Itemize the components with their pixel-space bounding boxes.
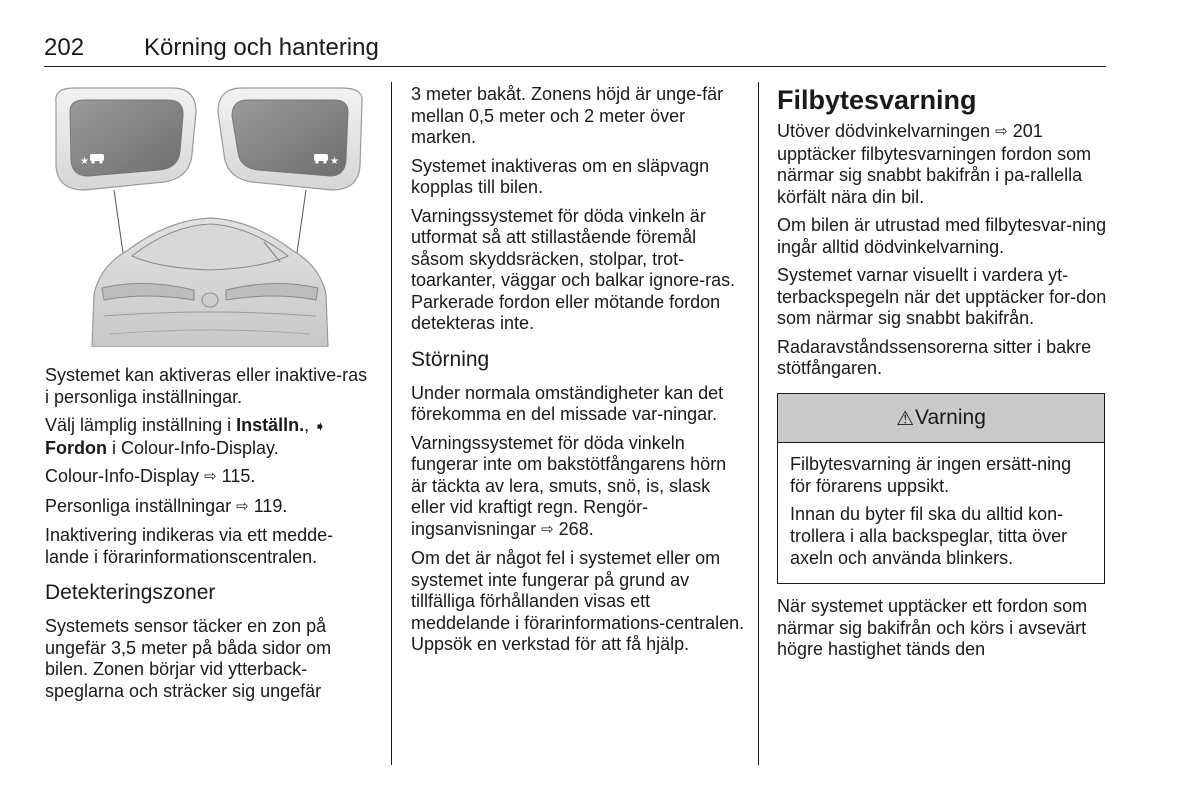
section-title: Filbytesvarning — [777, 85, 977, 115]
page-ref-arrow-icon: ⇨ — [236, 497, 249, 515]
paragraph: Systemet inaktiveras om en släpvagn kopplas till bilen. — [411, 155, 710, 197]
warning-header — [778, 394, 1104, 443]
page-ref-arrow-icon: ⇨ — [204, 468, 217, 485]
menu-path-settings: Inställn. — [236, 415, 305, 435]
paragraph: Om det är något fel i systemet eller om systemet inte fungerar på grund av tillfälliga förhållanden visas ett meddelande i förarinformations-centralen. Uppsök en verkstad för att få hjälp. — [411, 548, 745, 654]
paragraph: Utöver dödvinkelvarningen ⇨ 201 upptäcker filbytesvarningen fordon som närmar sig snabbt bakifrån i pa-rallella körfält nära din bil. — [777, 121, 1092, 207]
menu-arrow-icon: ➧ — [314, 418, 326, 434]
paragraph: Systemet varnar visuellt i vardera yt-terbackspegeln när det upptäcker for-don som närmar sig snabbt bakifrån. — [777, 265, 1107, 328]
paragraph: Colour-Info-Display ⇨ 115. — [45, 466, 256, 486]
warning-triangle-icon: ⚠ — [896, 407, 915, 430]
column-left — [45, 365, 375, 709]
paragraph: När systemet upptäcker ett fordon som närmar sig bakifrån och körs i avsevärt högre hastighet tänds den — [777, 596, 1088, 659]
svg-text:★: ★ — [330, 156, 339, 167]
paragraph: Varningssystemet för döda vinkeln fungerar inte om bakstötfångarens hörn är täckta av lera, smuts, snö, is, slask eller vid kraftigt regn. Rengör-ingsanvisningar ⇨ 268. — [411, 432, 727, 539]
page-number: 202 — [44, 34, 85, 61]
menu-path-vehicle: Fordon — [45, 437, 107, 458]
car-mirrors-figure — [44, 82, 376, 347]
page-header — [44, 32, 1106, 67]
warning-box — [777, 393, 1105, 584]
paragraph: 3 meter bakåt. Zonens höjd är unge-fär mellan 0,5 meter och 2 meter över marken. — [411, 84, 724, 147]
column-divider-right — [758, 82, 759, 765]
paragraph: Systemets sensor täcker en zon på ungefär 3,5 meter på båda sidor om bilen. Zonen börjar vid ytterback-speglarna och sträcker sig ungefär — [45, 616, 332, 701]
paragraph: Radaravståndssensorerna sitter i bakre stötfångaren. — [777, 336, 1092, 378]
paragraph: Under normala omständigheter kan det förekomma en del missade var-ningar. — [411, 382, 724, 424]
column-right — [777, 84, 1107, 387]
right-mirror — [218, 88, 362, 190]
warning-text: Innan du byter fil ska du alltid kon-trollera i alla backspeglar, titta över axeln och använda blinkers. — [790, 504, 1068, 568]
paragraph: Om bilen är utrustad med filbytesvar-ning ingår alltid dödvinkelvarning. — [777, 215, 1107, 257]
column-divider-left — [391, 82, 392, 765]
running-title: Körning och hantering — [144, 34, 379, 61]
paragraph: Personliga inställningar ⇨ 119. — [45, 495, 288, 516]
svg-text:★: ★ — [80, 156, 89, 167]
column-middle — [411, 84, 746, 663]
left-mirror — [56, 88, 196, 190]
paragraph: Välj lämplig inställning i Inställn., ➧ Fordon i Colour-Info-Display. — [45, 415, 326, 458]
paragraph: Inaktivering indikeras via ett medde-lande i förarinformationscentralen. — [45, 525, 334, 567]
car-rear — [92, 218, 328, 347]
paragraph: Systemet kan aktiveras eller inaktive-ras i personliga inställningar. — [45, 365, 368, 407]
warning-text: Filbytesvarning är ingen ersätt-ning för förarens uppsikt. — [790, 454, 1072, 496]
blind-spot-illustration — [44, 82, 376, 347]
column-right-continued — [777, 596, 1107, 668]
page-ref-arrow-icon: ⇨ — [995, 123, 1008, 140]
page-ref-arrow-icon: ⇨ — [541, 520, 554, 538]
section-heading: Detekteringszoner — [45, 581, 216, 604]
warning-title: Varning — [915, 406, 986, 429]
paragraph: Varningssystemet för döda vinkeln är utformat så att stillastående föremål såsom skyddsräcken, stolpar, trot-toarkanter, väggar och balkar ignore-ras. Parkerade fordon eller mötande fordon detekteras inte. — [411, 205, 736, 333]
warning-body — [778, 443, 1104, 569]
section-heading: Störning — [411, 347, 490, 371]
